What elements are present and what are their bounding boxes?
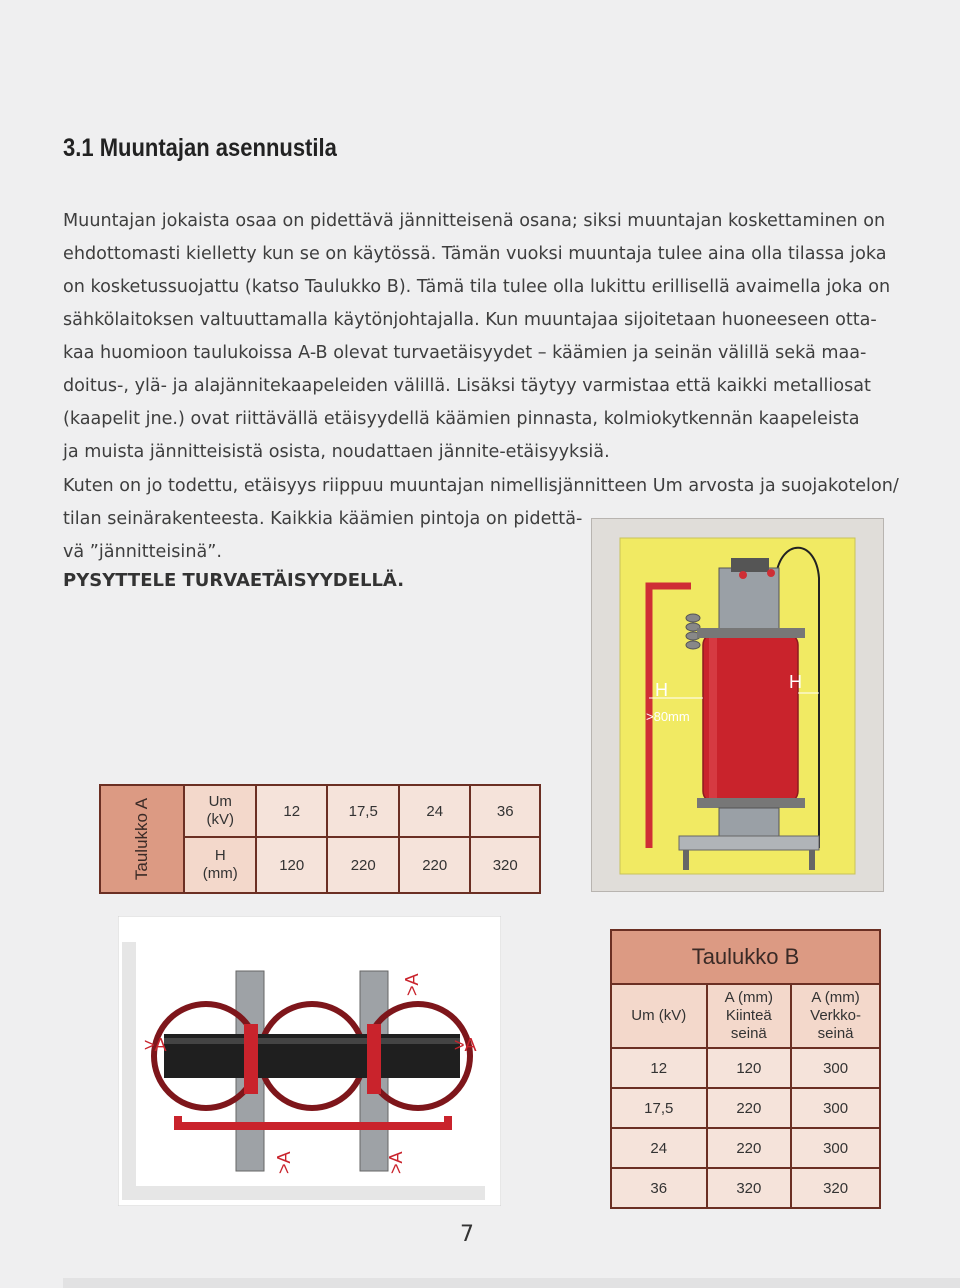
table-b-header: Um (kV) [611,984,707,1048]
table-b-title: Taulukko B [611,930,880,984]
safety-warning: PYSYTTELE TURVAETÄISYYDELLÄ. [63,570,405,591]
table-cell: 320 [791,1168,880,1208]
table-cell: 300 [791,1088,880,1128]
um-label: Um (kV) [184,785,256,837]
text-line: kaa huomioon taulukoissa A-B olevat turvaetäisyydet – käämien ja seinän välillä sekä maa- [63,343,867,363]
table-row [611,1088,880,1128]
table-cell: 17,5 [611,1088,707,1128]
intro-paragraph [63,205,890,469]
text-line: on kosketussuojattu (katso Taulukko B). Tämä tila tulee olla lukittu erillisellä avaimella joka on [63,277,891,297]
um-value: 24 [399,785,470,837]
text-line: ja muista jännitteisistä osista, noudattaen jännite-etäisyyksiä. [63,442,610,462]
clearance-label-bottom-left: >A [274,1151,294,1174]
h-value: 120 [256,837,327,893]
transformer-room-illustration [591,518,884,892]
table-cell: 300 [791,1048,880,1088]
text-line: tilan seinärakenteesta. Kaikkia käämien pintoja on pidettä- [63,509,583,529]
table-cell: 24 [611,1128,707,1168]
table-cell: 12 [611,1048,707,1088]
table-cell: 320 [707,1168,792,1208]
table-a [99,784,541,894]
table-cell: 220 [707,1088,792,1128]
section-heading: 3.1 Muuntajan asennustila [63,134,337,162]
text-line: vä ”jännitteisinä”. [63,542,222,562]
clearance-label-bottom-right: >A [386,1151,406,1174]
table-b-header: A (mm) Verkko- seinä [791,984,880,1048]
page-number: 7 [460,1222,474,1247]
table-b [610,929,881,1209]
dimension-80mm: >80mm [646,709,690,724]
clearance-label-top: >A [402,973,422,996]
transformer-top-view-illustration [118,916,501,1206]
um-value: 12 [256,785,327,837]
text-line: Muuntajan jokaista osaa on pidettävä jännitteisenä osana; siksi muuntajan koskettaminen on [63,211,886,231]
table-cell: 120 [707,1048,792,1088]
text-line: doitus-, ylä- ja alajännitekaapeleiden välillä. Lisäksi täytyy varmistaa että kaikki metalliosat [63,376,871,396]
table-cell: 36 [611,1168,707,1208]
table-row [611,1168,880,1208]
footer-bar [63,1278,960,1288]
um-value: 36 [470,785,540,837]
text-line: sähkölaitoksen valtuuttamalla käytönjohtajalla. Kun muuntajaa sijoitetaan huoneeseen otta- [63,310,877,330]
text-line: ehdottomasti kielletty kun se on käytössä. Tämän vuoksi muuntaja tulee aina olla tilassa joka [63,244,887,264]
table-row [611,1048,880,1088]
h-value: 320 [470,837,540,893]
text-line: (kaapelit jne.) ovat riittävällä etäisyydellä käämien pinnasta, kolmiokytkennän kaapeleista [63,409,860,429]
h-value: 220 [327,837,399,893]
table-a-title: Taulukko A [132,797,152,881]
clearance-label-left: >A [144,1035,167,1055]
um-value: 17,5 [327,785,399,837]
clearance-label-right: >A [454,1035,477,1055]
table-cell: 220 [707,1128,792,1168]
table-row [611,1128,880,1168]
table-a-title-cell [100,785,184,893]
text-line: Kuten on jo todettu, etäisyys riippuu muuntajan nimellisjännitteen Um arvosta ja suojakotelon/ [63,476,899,496]
h-value: 220 [399,837,470,893]
table-b-header: A (mm) Kiinteä seinä [707,984,792,1048]
h-label: H (mm) [184,837,256,893]
dimension-h-right: H [789,672,802,692]
dimension-h-left: H [655,680,668,700]
table-cell: 300 [791,1128,880,1168]
